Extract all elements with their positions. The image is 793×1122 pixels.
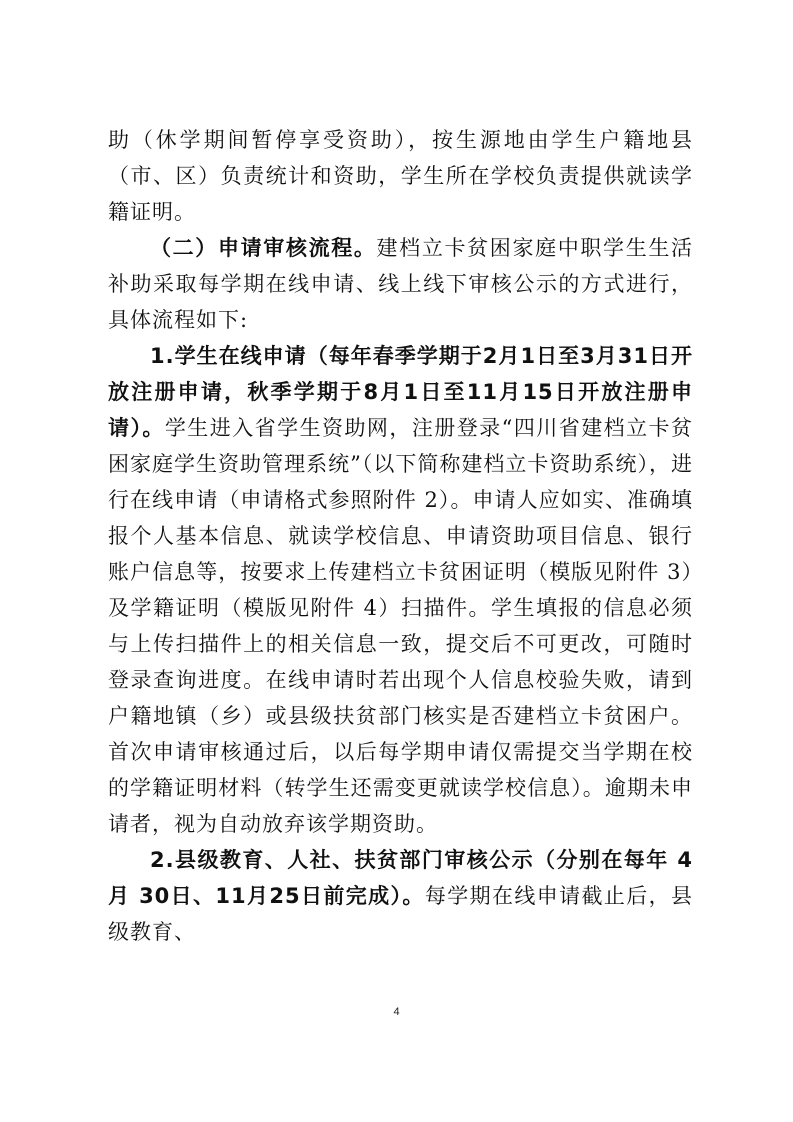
- paragraph-text: 助（休学期间暂停享受资助），按生源地由学生户籍地县（市、区）负责统计和资助，学生所在学校负责提供就读学籍证明。: [108, 128, 693, 224]
- step-heading: 1.学生在线申请（每年春季学期于2月1日至3月31日开放注册申请，秋季学期于8月1日至11月15日开放注册申请）。: [108, 344, 693, 440]
- paragraph-online-application: [108, 338, 693, 842]
- paragraph-application-process: [108, 230, 693, 338]
- paragraph-text: 每学期在线申请截止后，县级教育、: [108, 884, 693, 944]
- section-heading: （二）申请审核流程。: [150, 236, 377, 260]
- page-number: 4: [393, 1006, 400, 1018]
- document-body: [108, 122, 693, 950]
- paragraph-text: 学生进入省学生资助网，注册登录“四川省建档立卡贫困家庭学生资助管理系统”（以下简称建档立卡资助系统），进行在线申请（申请格式参照附件 2）。申请人应如实、准确填报个人基本信息、就读学校信息、申请资助项目信息、银行账户信息等，按要求上传建档立卡贫困证明（模版见附件 3）及学籍证明（模版见附件 4）扫描件。学生填报的信息必须与上传扫描件上的相关信息一致，提交后不可更改，可随时登录查询进度。在线申请时若出现个人信息校验失败，请到户籍地镇（乡）或县级扶贫部门核实是否建档立卡贫困户。首次申请审核通过后，以后每学期申请仅需提交当学期在校的学籍证明材料（转学生还需变更就读学校信息）。逾期未申请者，视为自动放弃该学期资助。: [108, 416, 694, 836]
- paragraph-continuation: [108, 122, 693, 230]
- paragraph-county-review: [108, 842, 693, 950]
- step-heading: 2.县级教育、人社、扶贫部门审核公示（分别在每年 4 月 30日、11月25日前完成）。: [108, 848, 693, 908]
- paragraph-text: 建档立卡贫困家庭中职学生生活补助采取每学期在线申请、线上线下审核公示的方式进行，具体流程如下:: [108, 236, 694, 332]
